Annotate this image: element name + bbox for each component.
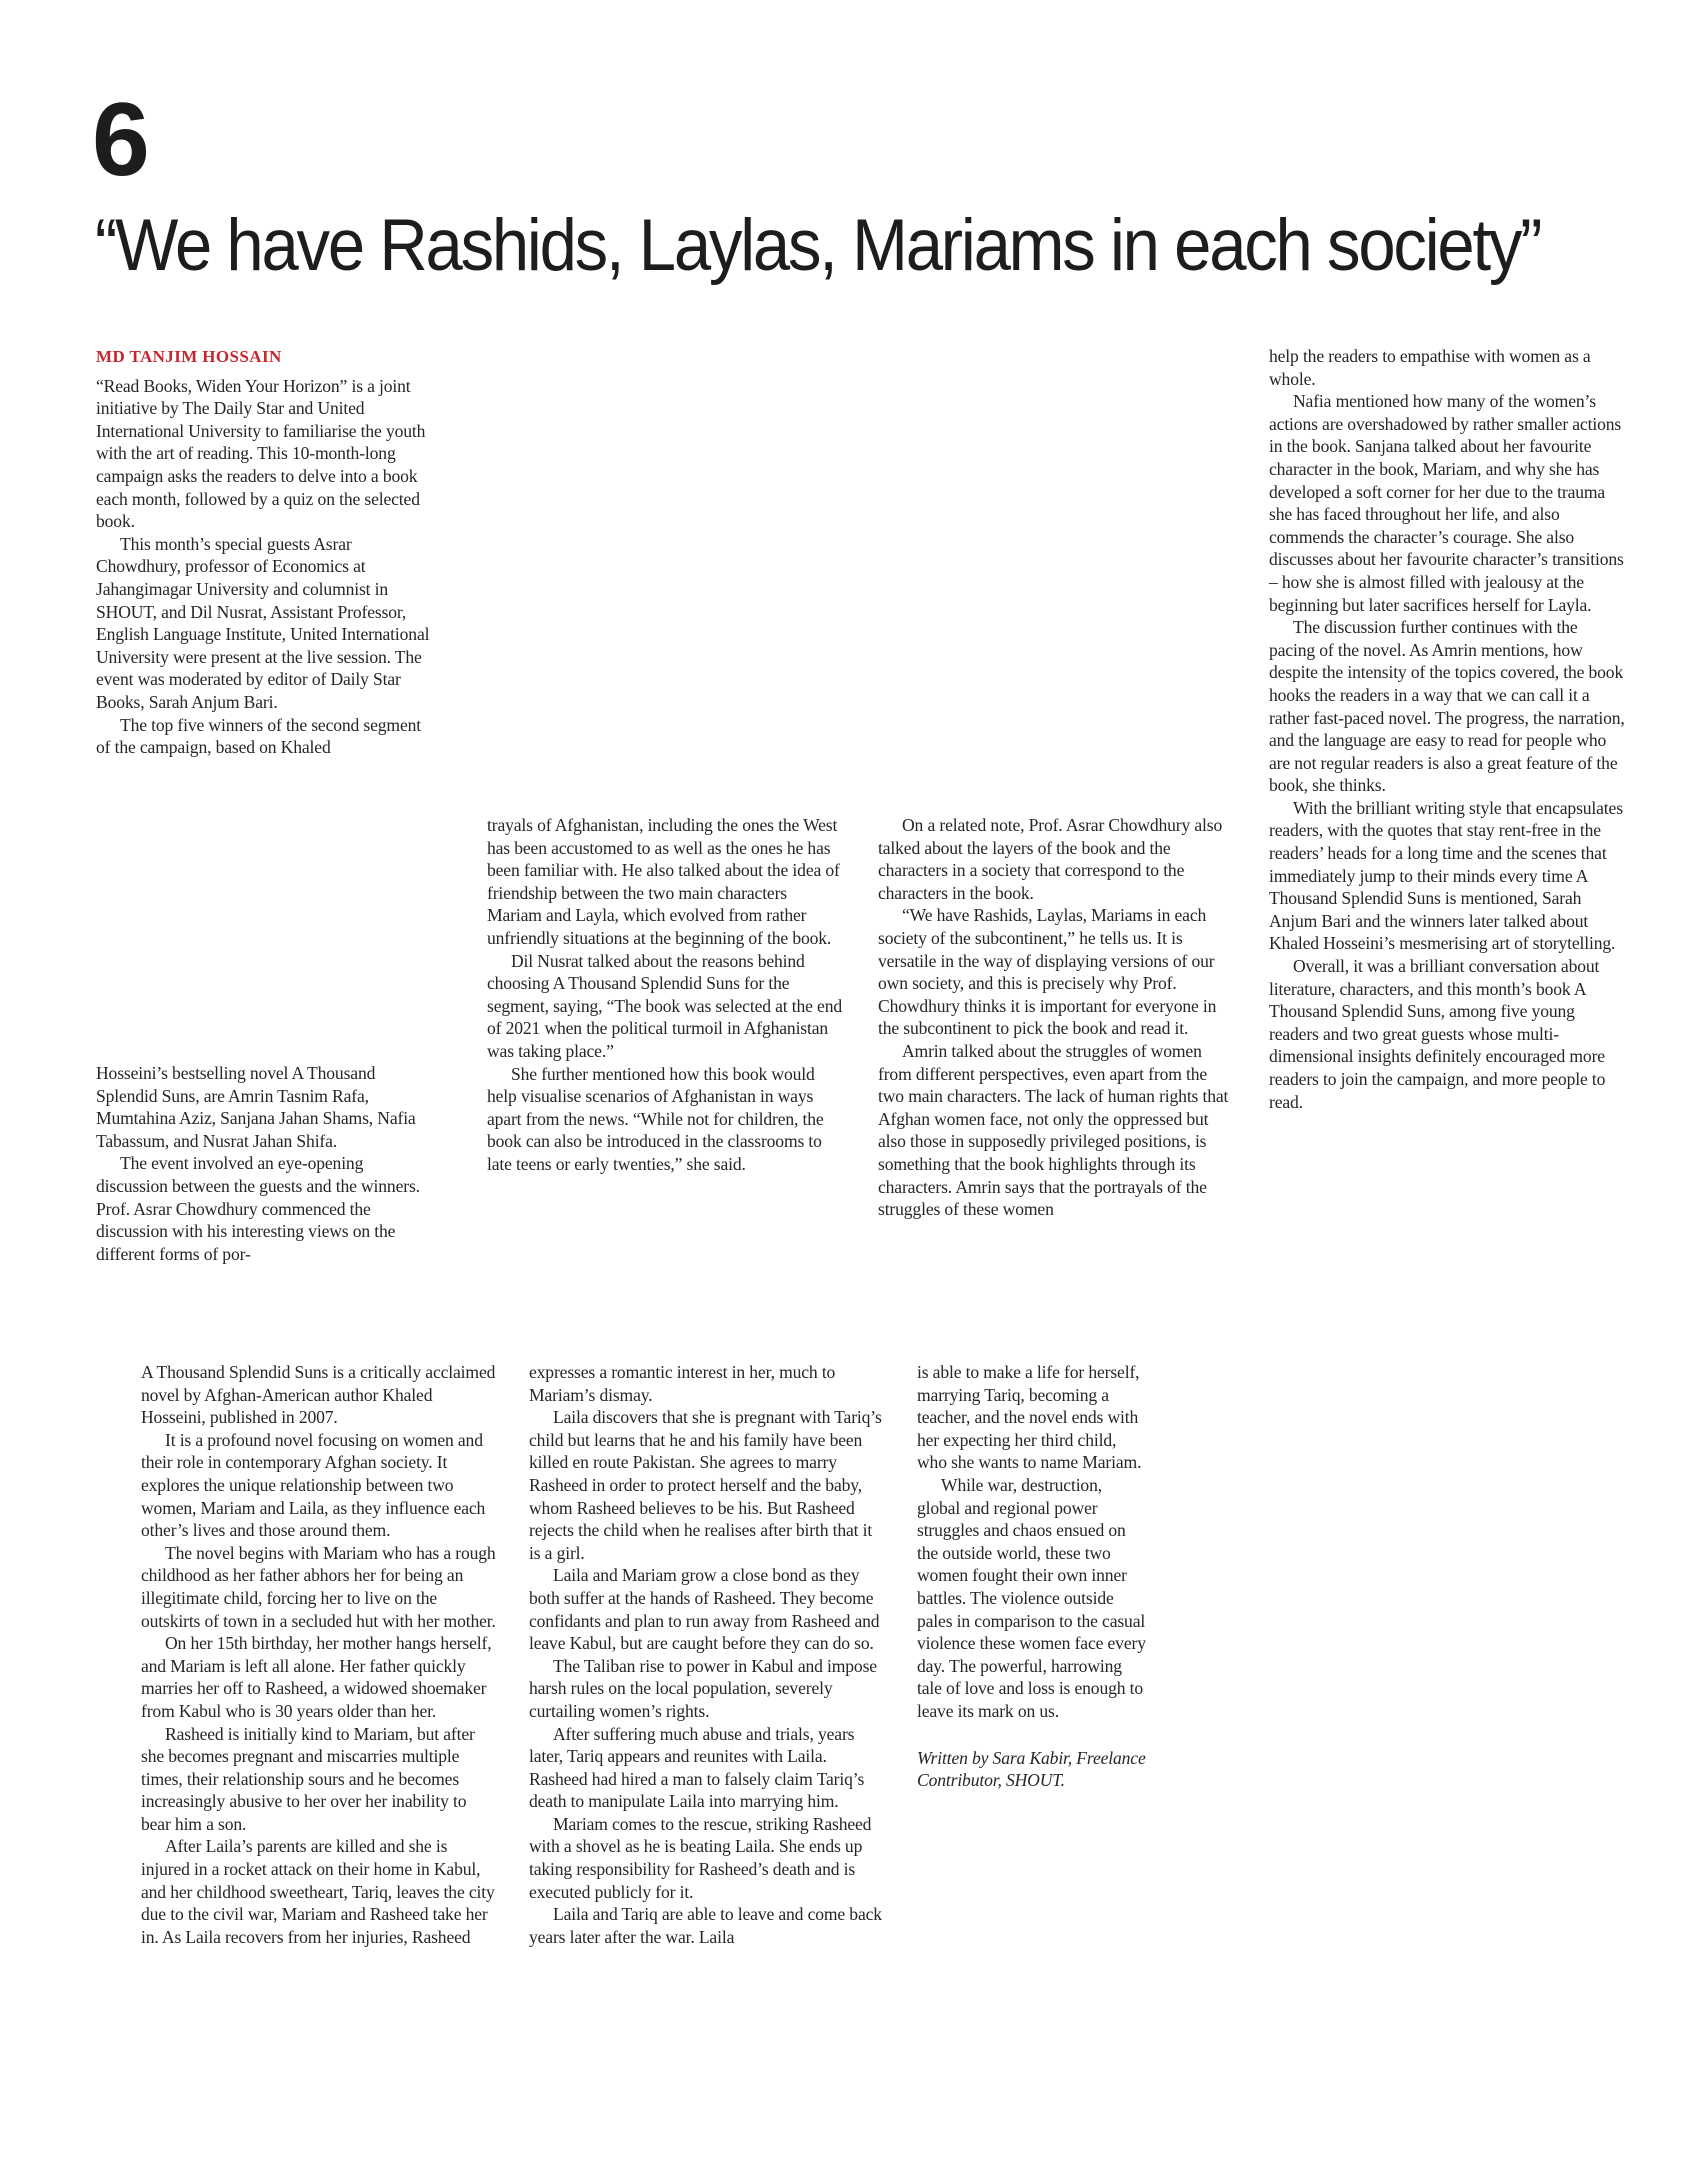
article-column-2 — [487, 814, 842, 1176]
review-column-3 — [917, 1361, 1149, 1792]
review-column-1 — [141, 1361, 499, 1948]
paragraph: She further mentioned how this book would help visualise scenarios of Afghanistan in ways apart from the news. “While not for children, the book can also be introduced in the classrooms to late teens or early twenties,” she said. — [487, 1063, 824, 1174]
paragraph: With the brilliant writing style that encapsulates readers, with the quotes that stay rent-free in the readers’ heads for a long time and the scenes that immediately jump to their minds every time A Thousand Splendid Suns is mentioned, Sarah Anjum Bari and the winners later talked about Khaled Hosseini’s mesmerising art of storytelling. — [1269, 797, 1623, 954]
article-column-3 — [878, 814, 1236, 1221]
paragraph: It is a profound novel focusing on women and their role in contemporary Afghan society. It explores the unique relationship between two women, Mariam and Laila, as they influence each other’s lives and those around them. — [141, 1429, 486, 1541]
headline: “We have Rashids, Laylas, Mariams in each society” — [95, 203, 1541, 287]
paragraph: Dil Nusrat talked about the reasons behind choosing A Thousand Splendid Suns for the segment, saying, “The book was selected at the end of 2021 when the political turmoil in Afghanistan was taking place.” — [487, 950, 843, 1061]
paragraph: help the readers to empathise with women as a whole. — [1269, 346, 1591, 389]
paragraph: After suffering much abuse and trials, years later, Tariq appears and reunites with Laila. Rasheed had hired a man to falsely claim Tariq’s death to manipulate Laila into marrying him. — [529, 1723, 865, 1812]
author-credit: Written by Sara Kabir, Freelance Contributor, SHOUT. — [917, 1747, 1146, 1791]
paragraph: Laila and Tariq are able to leave and come back years later after the war. Laila — [529, 1904, 882, 1947]
paragraph: Nafia mentioned how many of the women’s actions are overshadowed by rather smaller actions in the book. Sanjana talked about her favourite character in the book, Mariam, and why she has developed a soft corner for her due to the trauma she has faced throughout her life, and also commends the character’s courage. She also discusses about her favourite character’s transitions – how she is almost filled with jealousy at the beginning but later sacrifices herself for Layla. — [1269, 391, 1624, 615]
paragraph: On her 15th birthday, her mother hangs herself, and Mariam is left all alone. Her father quickly marries her off to Rasheed, a widowed shoemaker from Kabul who is 30 years older than her. — [141, 1633, 492, 1721]
paragraph: The Taliban rise to power in Kabul and impose harsh rules on the local population, severely curtailing women’s rights. — [529, 1655, 877, 1721]
paragraph: Overall, it was a brilliant conversation about literature, characters, and this month’s book A Thousand Splendid Suns, among five young readers and two great guests whose multi-dimensional insights definitely encouraged more readers to join the campaign, and more people to read. — [1269, 956, 1606, 1112]
paragraph: While war, destruction, global and regional power struggles and chaos ensued on the outside world, these two women fought their own inner battles. The violence outside pales in comparison to the casual violence these women face every day. The powerful, harrowing tale of love and loss is enough to leave its mark on us. — [917, 1474, 1146, 1721]
paragraph: The top five winners of the second segment of the campaign, based on Khaled — [96, 714, 422, 758]
paragraph: Mariam comes to the rescue, striking Rasheed with a shovel as he is beating Laila. She ends up taking responsibility for Rasheed’s death and is executed publicly for it. — [529, 1813, 872, 1902]
paragraph: The discussion further continues with the pacing of the novel. As Amrin mentions, how despite the intensity of the topics covered, the book hooks the readers in a way that we can call it a rather fast-paced novel. The progress, the narration, and the language are easy to read for people who are not regular readers is also a great feature of the book, she thinks. — [1269, 617, 1625, 796]
paragraph: expresses a romantic interest in her, much to Mariam’s dismay. — [529, 1362, 836, 1405]
article-column-1-top — [96, 346, 438, 759]
paragraph: Hosseini’s bestselling novel A Thousand Splendid Suns, are Amrin Tasnim Rafa, Mumtahina Aziz, Sanjana Jahan Shams, Nafia Tabassum, and Nusrat Jahan Shifa. — [96, 1063, 416, 1151]
paragraph: On a related note, Prof. Asrar Chowdhury also talked about the layers of the book and the characters in a society that correspond to the characters in the book. — [878, 815, 1223, 903]
article-column-1-bottom — [96, 1062, 438, 1265]
paragraph: A Thousand Splendid Suns is a critically acclaimed novel by Afghan-American author Khaled Hosseini, published in 2007. — [141, 1362, 496, 1428]
page-number: 6 — [92, 82, 150, 198]
paragraph: Laila and Mariam grow a close bond as they both suffer at the hands of Rasheed. They become confidants and plan to run away from Rasheed and leave Kabul, but are caught before they can do so. — [529, 1565, 880, 1654]
paragraph: This month’s special guests Asrar Chowdhury, professor of Economics at Jahangimagar University and columnist in SHOUT, and Dil Nusrat, Assistant Professor, English Language Institute, United International University were present at the live session. The event was moderated by editor of Daily Star Books, Sarah Anjum Bari. — [96, 533, 430, 712]
paragraph: Rasheed is initially kind to Mariam, but after she becomes pregnant and miscarries multiple times, their relationship sours and he becomes increasingly abusive to her over her inability to bear him a son. — [141, 1723, 475, 1834]
paragraph: Laila discovers that she is pregnant with Tariq’s child but learns that he and his family have been killed en route Pakistan. She agrees to marry Rasheed in order to protect herself and the baby, whom Rasheed believes to be his. But Rasheed rejects the child when he realises after birth that it is a girl. — [529, 1407, 882, 1563]
paragraph: is able to make a life for herself, marrying Tariq, becoming a teacher, and the novel ends with her expecting her third child, who she wants to name Mariam. — [917, 1362, 1142, 1473]
paragraph: After Laila’s parents are killed and she is injured in a rocket attack on their home in Kabul, and her childhood sweetheart, Tariq, leaves the city due to the civil war, Mariam and Rasheed take her in. As Laila recovers from her injuries, Rasheed — [141, 1836, 495, 1947]
paragraph: trayals of Afghanistan, including the ones the West has been accustomed to as well as the ones he has been familiar with. He also talked about the idea of friendship between the two main characters Mariam and Layla, which evolved from rather unfriendly situations at the beginning of the book. — [487, 815, 840, 948]
paragraph: “Read Books, Widen Your Horizon” is a joint initiative by The Daily Star and United International University to familiarise the youth with the art of reading. This 10-month-long campaign asks the readers to delve into a book each month, followed by a quiz on the selected book. — [96, 375, 426, 532]
paragraph: “We have Rashids, Laylas, Mariams in each society of the subcontinent,” he tells us. It is versatile in the way of displaying versions of our own society, and this is precisely why Prof. Chowdhury thinks it is important for everyone in the subcontinent to pick the book and read it. — [878, 905, 1217, 1039]
article-column-4 — [1269, 345, 1627, 1113]
paragraph: The event involved an eye-opening discussion between the guests and the winners. Prof. Asrar Chowdhury commenced the discussion with his interesting views on the different forms of por- — [96, 1153, 420, 1264]
paragraph: The novel begins with Mariam who has a rough childhood as her father abhors her for being an illegitimate child, forcing her to live on the outskirts of town in a secluded hut with her mother. — [141, 1542, 496, 1631]
review-column-2 — [529, 1361, 887, 1948]
paragraph: Amrin talked about the struggles of women from different perspectives, even apart from the two main characters. The lack of human rights that Afghan women face, not only the oppressed but also those in supposedly privileged positions, is something that the book highlights through its characters. Amrin says that the portrayals of the struggles of these women — [878, 1040, 1229, 1220]
byline: MD TANJIM HOSSAIN — [96, 347, 282, 366]
